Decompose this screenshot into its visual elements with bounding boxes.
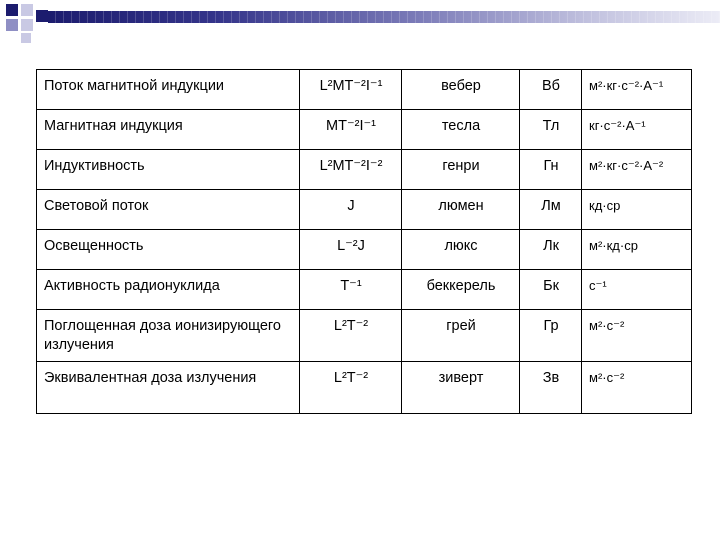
unit-symbol: Бк [520, 270, 582, 310]
si-expression-text: м²·кг·с⁻²·А⁻² [589, 158, 664, 173]
unit-name: генри [402, 150, 520, 190]
table-row [37, 230, 692, 270]
unit-symbol: Вб [520, 70, 582, 110]
dimension-formula: MT⁻²I⁻¹ [300, 110, 402, 150]
si-expression-text: м²·кг·с⁻²·А⁻¹ [589, 78, 664, 93]
unit-symbol: Гр [520, 310, 582, 362]
unit-name: беккерель [402, 270, 520, 310]
header-bar-texture [48, 11, 720, 23]
unit-name: зиверт [402, 362, 520, 414]
si-units-table [36, 69, 692, 414]
quantity-name: Световой поток [37, 190, 300, 230]
table-row [37, 70, 692, 110]
unit-symbol: Тл [520, 110, 582, 150]
quantity-name: Индуктивность [37, 150, 300, 190]
table-row [37, 190, 692, 230]
unit-symbol: Гн [520, 150, 582, 190]
si-expression [582, 70, 692, 110]
dimension-formula: L²T⁻² [300, 310, 402, 362]
si-expression [582, 190, 692, 230]
quantity-name: Поток магнитной индукции [37, 70, 300, 110]
decor-square [21, 33, 31, 43]
table-row [37, 310, 692, 362]
si-expression [582, 230, 692, 270]
decor-square [6, 19, 18, 31]
quantity-name: Эквивалентная доза излучения [37, 362, 300, 414]
si-expression-text: с⁻¹ [589, 278, 607, 293]
dimension-formula: L⁻²J [300, 230, 402, 270]
unit-symbol: Зв [520, 362, 582, 414]
table-row [37, 110, 692, 150]
dimension-formula: L²MT⁻²I⁻² [300, 150, 402, 190]
unit-name: тесла [402, 110, 520, 150]
unit-name: люмен [402, 190, 520, 230]
table-row [37, 150, 692, 190]
unit-name: вебер [402, 70, 520, 110]
si-expression-text: м²·кд·ср [589, 238, 638, 253]
table-row [37, 362, 692, 414]
dimension-formula: L²MT⁻²I⁻¹ [300, 70, 402, 110]
table-row [37, 270, 692, 310]
si-expression [582, 150, 692, 190]
slide-header-decoration [0, 0, 720, 45]
decor-square [36, 10, 48, 22]
unit-symbol: Лк [520, 230, 582, 270]
decor-square [21, 4, 33, 16]
si-expression-text: кд·ср [589, 198, 621, 213]
quantity-name: Магнитная индукция [37, 110, 300, 150]
quantity-name: Поглощенная доза ионизирующего излучения [37, 310, 300, 362]
decor-square [6, 4, 18, 16]
unit-symbol: Лм [520, 190, 582, 230]
si-expression-text: м²·с⁻² [589, 318, 625, 333]
si-expression-text: кг·с⁻²·А⁻¹ [589, 118, 646, 133]
decor-square [21, 19, 33, 31]
dimension-formula: T⁻¹ [300, 270, 402, 310]
dimension-formula: J [300, 190, 402, 230]
unit-name: люкс [402, 230, 520, 270]
quantity-name: Освещенность [37, 230, 300, 270]
si-expression [582, 270, 692, 310]
quantity-name: Активность радионуклида [37, 270, 300, 310]
si-expression [582, 310, 692, 362]
dimension-formula: L²T⁻² [300, 362, 402, 414]
si-expression [582, 362, 692, 414]
si-expression-text: м²·с⁻² [589, 370, 625, 385]
si-expression [582, 110, 692, 150]
unit-name: грей [402, 310, 520, 362]
